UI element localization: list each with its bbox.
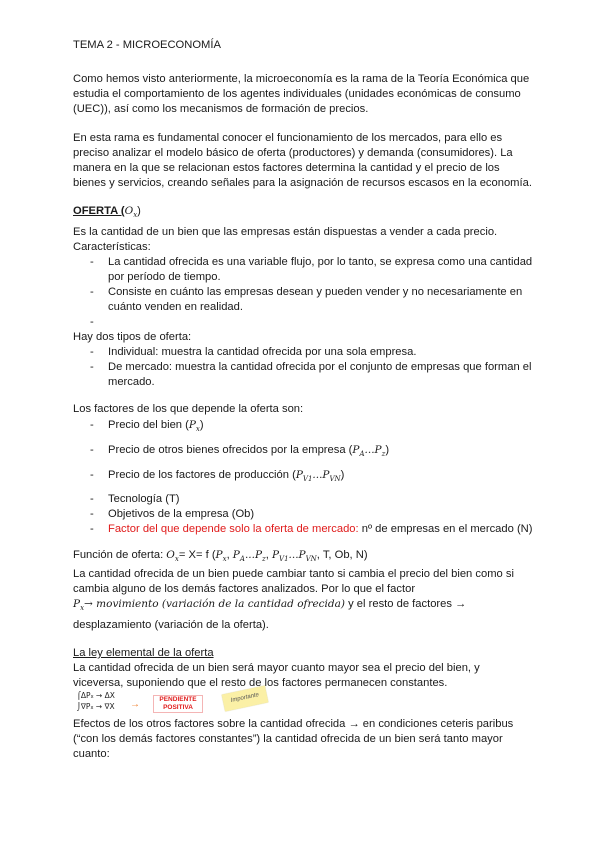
funcion-de-oferta: Función de oferta: $O_x= X= f$ ($P_x$, $P_A...P_z$, $P_{V1}...P_{VN}$, T, Ob, N) xyxy=(73,549,368,563)
tipos-list xyxy=(73,345,533,390)
list-item: - Factor del que depende solo la oferta de mercado: nº de empresas en el mercado (N) xyxy=(73,522,533,537)
ley-heading: La ley elemental de la oferta xyxy=(73,647,214,659)
factores-list xyxy=(73,418,533,537)
intro-paragraph-2: En esta rama es fundamental conocer el funcionamiento de los mercados, para ello es preciso analizar el modelo básico de oferta (productores) y demanda (consumidores). La manera en la que se relacionan estos factores determina la cantidad y el precio de los bienes y servicios, creando señales para la asignación de recursos escasos en la economía. xyxy=(73,132,532,189)
intro-paragraph-1: Como hemos visto anteriormente, la microeconomía es la rama de la Teoría Económica que estudia el comportamiento de los agentes individuales (unidades económicas de consumo (UEC)), así como los mecanismos de formación de precios. xyxy=(73,73,530,115)
pendiente-badge: PENDIENTE POSITIVA xyxy=(153,695,203,714)
list-item: - Precio del bien $(P_x)$ xyxy=(73,418,533,437)
ley-formula: ⌠ΔPx → ΔX ⌡∇Px → ∇X xyxy=(77,691,115,711)
cambio-paragraph: La cantidad ofrecida de un bien puede cambiar tanto si cambia el precio del bien como si cambia alguno de los demás factores analizados. Por lo que el factor $P_x\to$ movimiento (variación de la cantidad ofrecida) y el resto de factores → desplazamiento (variación de la oferta). xyxy=(73,568,514,631)
page-title: TEMA 2 - MICROECONOMÍA xyxy=(73,39,221,51)
arrow-icon: → xyxy=(130,699,140,710)
list-item: - Tecnología (T) xyxy=(73,492,533,507)
list-item: - Individual: muestra la cantidad ofrecida por una sola empresa. xyxy=(73,345,533,360)
ley-block: La ley elemental de la oferta La cantidad ofrecida de un bien será mayor cuanto mayor sea el precio del bien, y viceversa, suponiendo que el resto de los factores permanecen constantes. xyxy=(73,646,533,691)
list-item: - Precio de otros bienes ofrecidos por la empresa $(P_A...P_z)$ xyxy=(73,443,533,462)
oferta-heading: OFERTA $(O_x)$ xyxy=(73,205,141,219)
efectos-paragraph: Efectos de los otros factores sobre la cantidad ofrecida → en condiciones ceteris paribus (“con los demás factores constantes”) la cantidad ofrecida de un bien será tanto mayor cuanto: xyxy=(73,718,514,760)
oferta-definition-block: Es la cantidad de un bien que las empresas están dispuestas a vender a cada precio. Características: - La cantidad ofrecida es una variable flujo, por lo tanto, se expresa como una cantidad por período de tiempo. - Consiste en cuánto las empresas desean y pueden vender y no necesariamente en cuánto venden en realidad. - Hay dos tipos de oferta: - Individual: muestra la cantidad ofrecida por una sola empresa. - De mercado: muestra la cantidad ofrecida por el conjunto de empresas que forman el mercado. xyxy=(73,225,533,390)
list-item: - Consiste en cuánto las empresas desean y pueden vender y no necesariamente en cuánto venden en realidad. xyxy=(73,285,533,315)
list-item: - Objetivos de la empresa (Ob) xyxy=(73,507,533,522)
list-item xyxy=(73,315,533,330)
sticky-note: Importante xyxy=(222,686,269,712)
list-item: - La cantidad ofrecida es una variable flujo, por lo tanto, se expresa como una cantidad por período de tiempo. xyxy=(73,255,533,285)
caracteristicas-list xyxy=(73,255,533,330)
factores-block: Los factores de los que depende la oferta son: - Precio del bien $(P_x)$ - Precio de otros bienes ofrecidos por la empresa $(P_A...P_z)$ - Precio de los factores de producción $(P_{V1}...P_{VN})$ - Tecnología (T) - Objetivos de la empresa (Ob) - Factor del que depende solo la oferta de mercado: nº de empresas en el mercado (N) xyxy=(73,402,533,537)
list-item: - De mercado: muestra la cantidad ofrecida por el conjunto de empresas que forman el mercado. xyxy=(73,360,533,390)
list-item: - Precio de los factores de producción $(P_{V1}...P_{VN})$ xyxy=(73,468,533,487)
